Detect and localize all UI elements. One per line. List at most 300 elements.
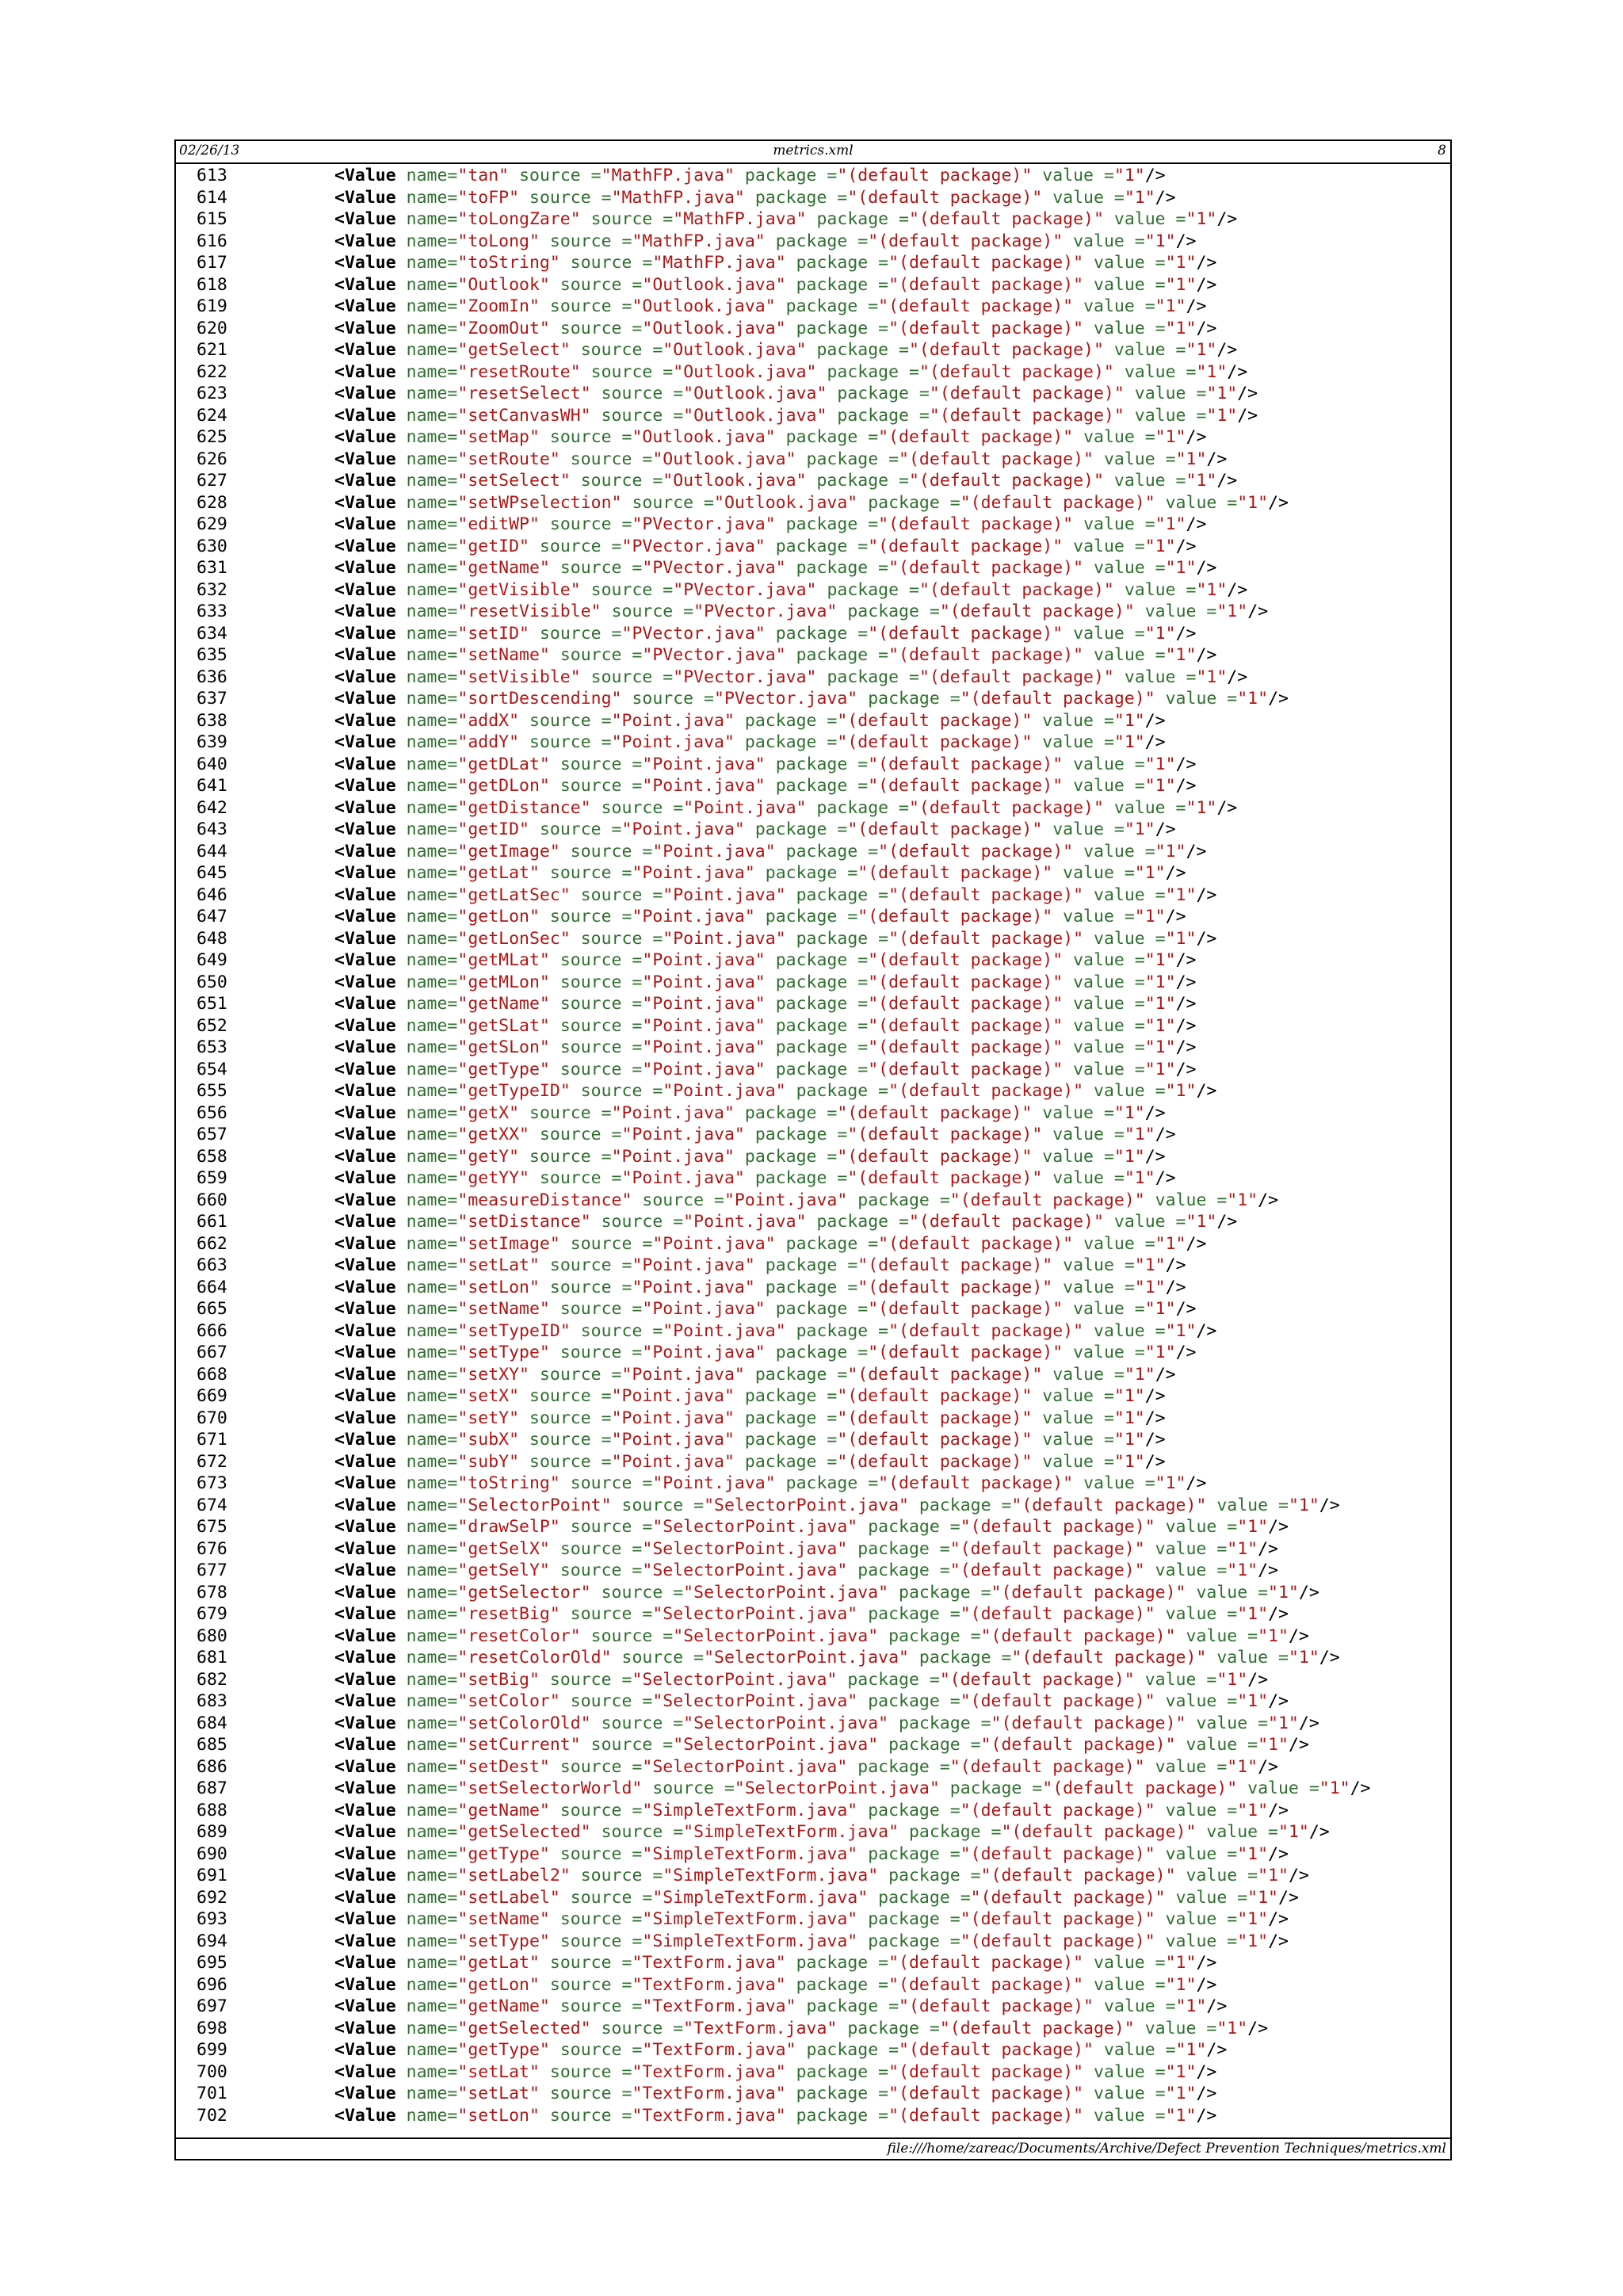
line-number: 691 (197, 1866, 227, 1885)
value-value: "1" (1186, 471, 1217, 491)
code-line (176, 1931, 1450, 1953)
code-line (176, 274, 1450, 296)
value-attribute: value = (1042, 1451, 1114, 1472)
source-file: Point.java (652, 950, 755, 970)
line-number: 681 (197, 1648, 227, 1668)
value-tag: <Value (334, 1604, 396, 1624)
method-name: setRoute (468, 449, 550, 469)
code-line (176, 1908, 1450, 1931)
tag-close: /> (1268, 1800, 1289, 1820)
source-file: Outlook.java (724, 492, 848, 513)
line-number: 644 (197, 841, 227, 861)
name-attribute: name= (406, 1059, 458, 1079)
source-file: Point.java (642, 863, 745, 883)
source-attribute: source = (580, 471, 663, 491)
value-attribute: value = (1186, 1735, 1258, 1755)
package-attribute: package = (765, 863, 858, 883)
source-attribute: source = (621, 1648, 705, 1668)
value-tag: <Value (334, 1037, 396, 1057)
value-value: "1" (1144, 536, 1176, 556)
source-file: SelectorPoint.java (683, 1626, 869, 1646)
xml-value-element: <Value name="addX" source ="Point.java" package ="(default package)" value ="1"/> (334, 710, 1166, 731)
name-attribute: name= (406, 361, 458, 382)
value-attribute: value = (1134, 405, 1207, 426)
value-tag: <Value (334, 950, 396, 970)
value-value: "1" (1237, 1843, 1269, 1864)
name-attribute: name= (406, 863, 458, 883)
package-value: "(default package)" (847, 1168, 1043, 1188)
xml-value-element: <Value name="resetColorOld" source ="SelectorPoint.java" package ="(default package)" value ="1"/> (334, 1648, 1340, 1668)
tag-close: /> (1196, 2061, 1217, 2082)
code-line (176, 1080, 1450, 1102)
source-attribute: source = (590, 667, 674, 687)
xml-value-element: <Value name="getTypeID" source ="Point.java" package ="(default package)" value ="1"/> (334, 1081, 1217, 1101)
line-number: 685 (197, 1735, 227, 1755)
name-attribute: name= (406, 1037, 458, 1057)
package-attribute: package = (744, 732, 838, 752)
line-number: 631 (197, 558, 227, 578)
value-attribute: value = (1103, 2040, 1176, 2060)
package-attribute: package = (868, 689, 960, 709)
tag-close: /> (1144, 1386, 1166, 1406)
value-attribute: value = (1073, 994, 1145, 1014)
line-number: 690 (197, 1843, 227, 1864)
package-attribute: package = (857, 1190, 950, 1210)
xml-value-element: <Value name="setXY" source ="Point.java" package ="(default package)" value ="1"/> (334, 1364, 1176, 1385)
package-attribute: package = (744, 1146, 838, 1167)
source-file: Outlook.java (693, 384, 817, 403)
value-attribute: value = (1094, 928, 1166, 949)
code-line (176, 1952, 1450, 1974)
line-number: 649 (197, 950, 227, 970)
value-tag: <Value (334, 732, 396, 752)
line-number: 659 (197, 1168, 227, 1188)
source-file: SimpleTextForm.java (652, 1843, 848, 1864)
xml-value-element: <Value name="setID" source ="PVector.java" package ="(default package)" value ="1"/> (334, 623, 1197, 644)
tag-close: /> (1175, 1299, 1197, 1319)
xml-value-element: <Value name="setName" source ="Point.java" package ="(default package)" value ="1"/> (334, 1299, 1197, 1319)
code-line (176, 732, 1450, 754)
value-tag: <Value (334, 1648, 396, 1668)
value-value: "1" (1237, 492, 1269, 513)
package-attribute: package = (744, 710, 838, 731)
value-attribute: value = (1073, 1015, 1145, 1036)
value-attribute: value = (1113, 340, 1186, 360)
source-file: Point.java (621, 1102, 724, 1123)
value-attribute: value = (1094, 1320, 1166, 1341)
source-file: Outlook.java (693, 405, 817, 426)
value-attribute: value = (1083, 1473, 1155, 1493)
value-attribute: value = (1094, 558, 1166, 578)
xml-value-element: <Value name="getType" source ="SimpleTextForm.java" package ="(default package)" value ="1"/> (334, 1843, 1289, 1864)
line-number: 621 (197, 340, 227, 360)
code-line (176, 449, 1450, 471)
tag-close: /> (1288, 1735, 1309, 1755)
package-attribute: package = (775, 754, 869, 774)
source-attribute: source = (549, 2061, 632, 2082)
source-file: Point.java (621, 1430, 724, 1450)
line-number: 626 (197, 449, 227, 469)
value-value: "1" (1165, 1081, 1197, 1101)
source-file: SimpleTextForm.java (693, 1822, 889, 1842)
tag-close: /> (1247, 602, 1269, 621)
code-line (176, 1211, 1450, 1233)
name-attribute: name= (406, 1909, 458, 1929)
source-file: MathFP.java (611, 166, 724, 185)
value-attribute: value = (1073, 231, 1145, 251)
method-name: getID (468, 536, 520, 556)
code-line (176, 339, 1450, 361)
package-value: "(default package)" (868, 994, 1064, 1014)
xml-value-element: <Value name="resetVisible" source ="PVector.java" package ="(default package)" value ="1"/> (334, 602, 1269, 621)
value-attribute: value = (1052, 819, 1125, 839)
package-value: "(default package)" (888, 928, 1084, 949)
name-attribute: name= (406, 405, 458, 426)
xml-value-element: <Value name="getMLon" source ="Point.java" package ="(default package)" value ="1"/> (334, 972, 1197, 992)
source-file: TextForm.java (693, 2018, 827, 2038)
name-attribute: name= (406, 602, 458, 621)
package-value: "(default package)" (868, 754, 1064, 774)
xml-value-element: <Value name="setLabel2" source ="SimpleTextForm.java" package ="(default package)" value ="1"/> (334, 1866, 1309, 1885)
line-number: 646 (197, 884, 227, 905)
source-attribute: source = (570, 1517, 653, 1537)
source-file: PVector.java (632, 536, 755, 556)
value-value: "1" (1216, 602, 1248, 621)
tag-close: /> (1144, 710, 1166, 731)
method-name: getY (468, 1146, 510, 1167)
tag-close: /> (1186, 841, 1207, 861)
method-name: setBig (468, 1669, 529, 1690)
name-attribute: name= (406, 2018, 458, 2038)
value-value: "1" (1268, 1713, 1299, 1733)
name-attribute: name= (406, 1430, 458, 1450)
value-value: "1" (1216, 1669, 1248, 1690)
package-attribute: package = (796, 318, 889, 338)
source-attribute: source = (590, 209, 674, 229)
value-tag: <Value (334, 427, 396, 447)
method-name: getID (468, 819, 520, 839)
code-line (176, 1516, 1450, 1538)
tag-close: /> (1216, 471, 1238, 491)
value-attribute: value = (1124, 361, 1197, 382)
package-attribute: package = (827, 361, 919, 382)
package-attribute: package = (744, 1386, 838, 1406)
method-name: setLon (468, 2105, 529, 2126)
package-value: "(default package)" (991, 1713, 1186, 1733)
line-number: 676 (197, 1538, 227, 1559)
value-value: "1" (1134, 907, 1166, 926)
xml-value-element: <Value name="setType" source ="SimpleTextForm.java" package ="(default package)" value ="1"/> (334, 1931, 1289, 1951)
package-attribute: package = (816, 209, 909, 229)
value-tag: <Value (334, 1931, 396, 1951)
value-value: "1" (1144, 1015, 1176, 1036)
tag-close: /> (1186, 427, 1207, 447)
package-value: "(default package)" (960, 1517, 1155, 1537)
tag-close: /> (1186, 1473, 1207, 1493)
name-attribute: name= (406, 187, 458, 208)
value-attribute: value = (1103, 449, 1176, 469)
value-tag: <Value (334, 1713, 396, 1733)
source-attribute: source = (559, 776, 643, 796)
xml-value-element: <Value name="setCurrent" source ="SelectorPoint.java" package ="(default package)" value ="1"/> (334, 1735, 1309, 1755)
xml-value-element: <Value name="getYY" source ="Point.java" package ="(default package)" value ="1"/> (334, 1168, 1176, 1188)
name-attribute: name= (406, 471, 458, 491)
package-attribute: package = (744, 1408, 838, 1428)
value-tag: <Value (334, 1561, 396, 1580)
source-attribute: source = (549, 427, 632, 447)
value-tag: <Value (334, 994, 396, 1014)
package-value: "(default package)" (868, 950, 1064, 970)
source-file: MathFP.java (642, 231, 755, 251)
package-value: "(default package)" (837, 166, 1033, 185)
value-value: "1" (1237, 1691, 1269, 1711)
code-line (176, 1603, 1450, 1626)
source-attribute: source = (570, 1887, 653, 1908)
method-name: getDistance (468, 797, 581, 818)
line-number: 634 (197, 623, 227, 644)
source-file: PVector.java (704, 602, 827, 621)
xml-value-element: <Value name="toString" source ="Point.java" package ="(default package)" value ="1"/> (334, 1473, 1207, 1493)
value-attribute: value = (1052, 1168, 1125, 1188)
source-attribute: source = (539, 623, 622, 644)
source-file: MathFP.java (683, 209, 796, 229)
value-attribute: value = (1196, 1582, 1269, 1603)
xml-value-element: <Value name="ZoomIn" source ="Outlook.java" package ="(default package)" value ="1"/> (334, 296, 1207, 316)
code-line (176, 1124, 1450, 1146)
xml-value-element: <Value name="getName" source ="SimpleTextForm.java" package ="(default package)" value ="1"/> (334, 1800, 1289, 1820)
source-attribute: source = (559, 2040, 643, 2060)
code-line (176, 383, 1450, 405)
xml-value-element: <Value name="getSelY" source ="SelectorPoint.java" package ="(default package)" value ="1"/> (334, 1561, 1278, 1580)
package-attribute: package = (806, 2040, 899, 2060)
value-value: "1" (1134, 863, 1166, 883)
source-file: SelectorPoint.java (652, 1538, 838, 1559)
source-file: Outlook.java (683, 361, 807, 382)
xml-value-element: <Value name="getMLat" source ="Point.java" package ="(default package)" value ="1"/> (334, 950, 1197, 970)
source-file: Outlook.java (642, 427, 766, 447)
package-attribute: package = (868, 1800, 960, 1820)
source-file: TextForm.java (652, 2040, 786, 2060)
tag-close: /> (1196, 1081, 1217, 1101)
line-number: 682 (197, 1669, 227, 1690)
value-attribute: value = (1073, 972, 1145, 992)
value-attribute: value = (1094, 1081, 1166, 1101)
value-tag: <Value (334, 1255, 396, 1275)
method-name: getSelect (468, 340, 560, 360)
value-tag: <Value (334, 1756, 396, 1777)
code-line (176, 1560, 1450, 1582)
source-file: SelectorPoint.java (663, 1691, 848, 1711)
package-value: "(default package)" (949, 1538, 1145, 1559)
tag-close: /> (1350, 1778, 1371, 1798)
xml-value-element: <Value name="setLat" source ="TextForm.java" package ="(default package)" value ="1"/> (334, 2061, 1217, 2082)
value-tag: <Value (334, 2105, 396, 2126)
xml-value-element: <Value name="addY" source ="Point.java" package ="(default package)" value ="1"/> (334, 732, 1166, 752)
tag-close: /> (1144, 1430, 1166, 1450)
package-value: "(default package)" (908, 797, 1104, 818)
package-value: "(default package)" (960, 689, 1155, 709)
value-tag: <Value (334, 1190, 396, 1210)
value-attribute: value = (1216, 1648, 1289, 1668)
package-value: "(default package)" (868, 536, 1064, 556)
value-value: "1" (1165, 2084, 1197, 2103)
name-attribute: name= (406, 1887, 458, 1908)
value-attribute: value = (1073, 1059, 1145, 1079)
method-name: setLat (468, 2061, 529, 2082)
source-attribute: source = (549, 1953, 632, 1973)
tag-close: /> (1175, 776, 1197, 796)
method-name: getDLon (468, 776, 540, 796)
method-name: getType (468, 2040, 540, 2060)
source-attribute: source = (632, 689, 714, 709)
package-attribute: package = (868, 1931, 960, 1951)
value-tag: <Value (334, 1822, 396, 1842)
method-name: setLon (468, 1277, 529, 1297)
source-attribute: source = (570, 1473, 653, 1493)
value-value: "1" (1288, 1495, 1319, 1515)
source-attribute: source = (559, 1800, 643, 1820)
package-value: "(default package)" (888, 318, 1084, 338)
value-value: "1" (1155, 1233, 1186, 1254)
xml-value-element: <Value name="setName" source ="SimpleTextForm.java" package ="(default package)" value ="1"/> (334, 1909, 1289, 1929)
tag-close: /> (1175, 1343, 1197, 1362)
package-value: "(default package)" (980, 1735, 1176, 1755)
package-attribute: package = (868, 1517, 960, 1537)
tag-close: /> (1278, 1887, 1299, 1908)
method-name: getName (468, 1800, 540, 1820)
value-value: "1" (1165, 645, 1197, 665)
name-attribute: name= (406, 558, 458, 578)
value-value: "1" (1196, 361, 1228, 382)
tag-close: /> (1258, 1190, 1279, 1210)
line-number: 654 (197, 1059, 227, 1079)
source-file: Point.java (652, 1015, 755, 1036)
value-tag: <Value (334, 1473, 396, 1493)
value-tag: <Value (334, 1517, 396, 1537)
name-attribute: name= (406, 1735, 458, 1755)
line-number: 680 (197, 1626, 227, 1646)
code-line (176, 1626, 1450, 1648)
tag-close: /> (1319, 1495, 1340, 1515)
name-attribute: name= (406, 1168, 458, 1188)
package-value: "(default package)" (888, 2105, 1084, 2126)
package-attribute: package = (857, 1561, 950, 1580)
package-value: "(default package)" (847, 1125, 1043, 1144)
xml-value-element: <Value name="resetBig" source ="SelectorPoint.java" package ="(default package)" value ="1"/> (334, 1604, 1289, 1624)
value-value: "1" (1165, 2105, 1197, 2126)
source-file: PVector.java (683, 579, 807, 600)
value-value: "1" (1165, 928, 1197, 949)
xml-value-element: <Value name="setSelectorWorld" source ="SelectorPoint.java" package ="(default package)" value ="1"/> (334, 1778, 1371, 1798)
xml-value-element: <Value name="setWPselection" source ="Outlook.java" package ="(default package)" value ="1"/> (334, 492, 1289, 513)
source-attribute: source = (529, 187, 612, 208)
code-line (176, 470, 1450, 492)
tag-close: /> (1227, 667, 1248, 687)
source-attribute: source = (549, 296, 632, 316)
package-value: "(default package)" (980, 1866, 1176, 1885)
name-attribute: name= (406, 1691, 458, 1711)
package-attribute: package = (796, 2105, 889, 2126)
xml-value-element: <Value name="toLongZare" source ="MathFP.java" package ="(default package)" value ="1"/> (334, 209, 1238, 229)
code-line (176, 514, 1450, 536)
value-tag: <Value (334, 318, 396, 338)
source-file: Point.java (663, 1233, 766, 1254)
line-number: 666 (197, 1320, 227, 1341)
method-name: setType (468, 1343, 540, 1362)
value-value: "1" (1124, 187, 1155, 208)
code-line (176, 797, 1450, 819)
method-name: ZoomIn (468, 296, 529, 316)
name-attribute: name= (406, 340, 458, 360)
line-number: 624 (197, 405, 227, 426)
name-attribute: name= (406, 972, 458, 992)
package-value: "(default package)" (868, 1037, 1064, 1057)
source-attribute: source = (549, 2084, 632, 2103)
package-value: "(default package)" (888, 1974, 1084, 1995)
tag-close: /> (1268, 492, 1289, 513)
value-attribute: value = (1094, 1953, 1166, 1973)
line-number: 662 (197, 1233, 227, 1254)
xml-value-element: <Value name="setDest" source ="SelectorPoint.java" package ="(default package)" value ="1"/> (334, 1756, 1278, 1777)
tag-close: /> (1155, 819, 1176, 839)
line-number: 692 (197, 1887, 227, 1908)
package-attribute: package = (878, 1887, 971, 1908)
method-name: setTypeID (468, 1320, 560, 1341)
line-number: 699 (197, 2040, 227, 2060)
package-attribute: package = (806, 449, 899, 469)
value-attribute: value = (1073, 1037, 1145, 1057)
value-tag: <Value (334, 231, 396, 251)
tag-close: /> (1237, 384, 1258, 403)
package-attribute: package = (785, 514, 879, 534)
method-name: setX (468, 1386, 510, 1406)
package-attribute: package = (744, 1430, 838, 1450)
source-file: Point.java (673, 884, 776, 905)
source-file: SelectorPoint.java (714, 1648, 899, 1668)
xml-value-element: <Value name="setImage" source ="Point.java" package ="(default package)" value ="1"/> (334, 1233, 1207, 1254)
value-tag: <Value (334, 166, 396, 185)
method-name: resetSelect (468, 384, 581, 403)
source-file: TextForm.java (642, 1974, 776, 1995)
value-value: "1" (1227, 1756, 1258, 1777)
name-attribute: name= (406, 253, 458, 273)
source-file: Point.java (621, 1408, 724, 1428)
xml-value-element: <Value name="getVisible" source ="PVector.java" package ="(default package)" value ="1"/> (334, 579, 1248, 600)
tag-close: /> (1186, 296, 1207, 316)
code-line (176, 2018, 1450, 2040)
source-file: TextForm.java (642, 2084, 776, 2103)
package-value: "(default package)" (960, 492, 1155, 513)
package-attribute: package = (775, 231, 869, 251)
xml-value-element: <Value name="getName" source ="Point.java" package ="(default package)" value ="1"/> (334, 994, 1197, 1014)
value-tag: <Value (334, 187, 396, 208)
source-attribute: source = (559, 994, 643, 1014)
source-file: Point.java (652, 776, 755, 796)
package-value: "(default package)" (939, 2018, 1135, 2038)
value-attribute: value = (1073, 623, 1145, 644)
line-number: 629 (197, 514, 227, 534)
xml-value-element: <Value name="setSelect" source ="Outlook.java" package ="(default package)" value ="1"/> (334, 471, 1238, 491)
name-attribute: name= (406, 754, 458, 774)
source-attribute: source = (559, 1538, 643, 1559)
value-attribute: value = (1063, 1277, 1135, 1297)
source-file: SelectorPoint.java (683, 1735, 869, 1755)
value-attribute: value = (1094, 318, 1166, 338)
code-line (176, 1734, 1450, 1756)
package-attribute: package = (868, 1691, 960, 1711)
value-value: "1" (1144, 1299, 1176, 1319)
line-number: 670 (197, 1408, 227, 1428)
